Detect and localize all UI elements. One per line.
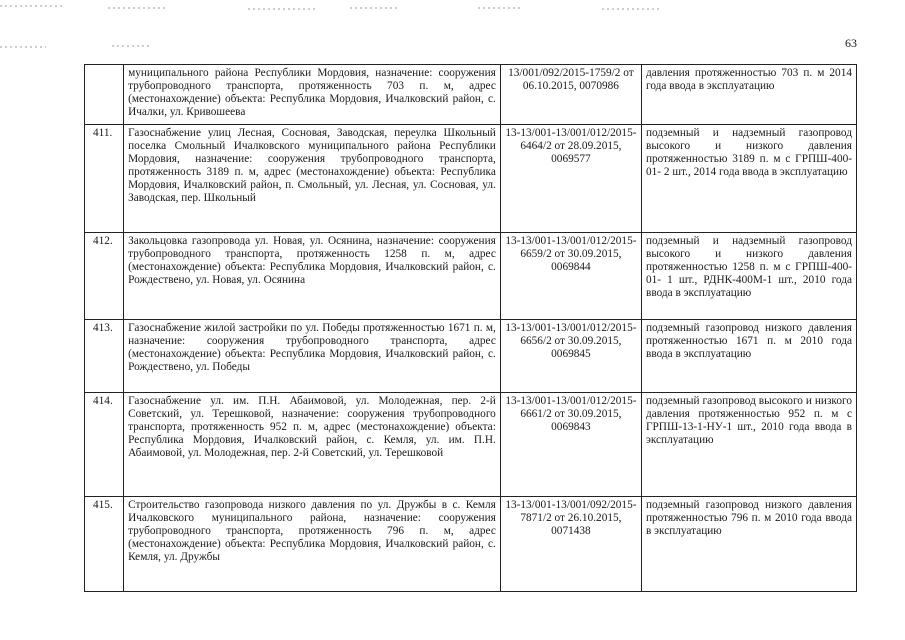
row-number [85,65,124,125]
table-row [85,320,857,393]
registry-table [84,64,857,592]
object-description: Газоснабжение улиц Лесная, Сосновая, Заводская, переулка Школьный поселка Смольный Ичалковского муниципального района Республики Мордовия, назначение: сооружения трубопроводного транспорта, протяженность 3189 п. м, адрес (местонахождение) объекта: Республика Мордовия, Ичалковский район, п. Смольный, ул. Лесная, ул. Сосновая, ул. Заводская, пер. Школьный [124,125,501,233]
object-characteristics: подземный газопровод низкого давления протяженностью 796 п. м 2010 года ввода в эксплуатацию [641,497,856,592]
row-number: 411. [85,125,124,233]
object-characteristics: подземный газопровод низкого давления протяженностью 1671 п. м 2010 года ввода в эксплуатацию [641,320,856,393]
page-number: 63 [845,36,857,50]
registration-record: 13/001/092/2015-1759/2 от 06.10.2015, 0070986 [500,65,641,125]
registration-record: 13-13/001-13/001/012/2015-6659/2 от 30.09.2015, 0069844 [500,233,641,320]
object-characteristics: давления протяженностью 703 п. м 2014 года ввода в эксплуатацию [641,65,856,125]
object-description: Газоснабжение ул. им. П.Н. Абаимовой, ул. Молодежная, пер. 2-й Советский, ул. Терешковой, назначение: сооружения трубопроводного транспорта, протяженность 952 п. м, адрес (местонахождение) объекта: Республика Мордовия, Ичалковский район, с. Кемля, ул. им. П.Н. Абаимовой, ул. Молодежная, пер. 2-й Советский, ул. Терешковой [124,393,501,497]
registration-record: 13-13/001-13/001/012/2015-6656/2 от 30.09.2015, 0069845 [500,320,641,393]
object-description: Закольцовка газопровода ул. Новая, ул. Осянина, назначение: сооружения трубопроводного транспорта, протяженность 1258 п. м, адрес (местонахождение) объекта: Республика Мордовия, Ичалковский район, с. Рождествено, ул. Новая, ул. Осянина [124,233,501,320]
row-number: 415. [85,497,124,592]
table-row [85,125,857,233]
object-characteristics: подземный газопровод высокого и низкого давления протяженностью 952 п. м с ГРПШ-13-1-НУ-1 шт., 2010 года ввода в эксплуатацию [641,393,856,497]
registration-record: 13-13/001-13/001/012/2015-6464/2 от 28.09.2015, 0069577 [500,125,641,233]
table-row [85,393,857,497]
registration-record: 13-13/001-13/001/092/2015-7871/2 от 26.10.2015, 0071438 [500,497,641,592]
object-description: муниципального района Республики Мордовия, назначение: сооружения трубопроводного транспорта, протяженность 703 п. м, адрес (местонахождение) объекта: Республика Мордовия, Ичалковский район, с. Ичалки, ул. Кривошеева [124,65,501,125]
object-description: Газоснабжение жилой застройки по ул. Победы протяженностью 1671 п. м, назначение: сооружения трубопроводного транспорта, адрес (местонахождение) объекта: Республика Мордовия, Ичалковский район, с. Рождествено, ул. Победы [124,320,501,393]
row-number: 414. [85,393,124,497]
object-characteristics: подземный и надземный газопровод высокого и низкого давления протяженностью 3189 п. м с ГРПШ-400-01- 2 шт., 2014 года ввода в эксплуатацию [641,125,856,233]
object-description: Строительство газопровода низкого давления по ул. Дружбы в с. Кемля Ичалковского муниципального района, назначение: сооружения трубопроводного транспорта, протяженность 796 п. м, адрес (местонахождение) объекта: Республика Мордовия, Ичалковский район, с. Кемля, ул. Дружбы [124,497,501,592]
row-number: 412. [85,233,124,320]
scan-artifacts [0,0,905,60]
registration-record: 13-13/001-13/001/012/2015-6661/2 от 30.09.2015, 0069843 [500,393,641,497]
table-row [85,65,857,125]
object-characteristics: подземный и надземный газопровод высокого и низкого давления протяженностью 1258 п. м с ГРПШ-400-01- 1 шт., РДНК-400М-1 шт., 2010 года ввода в эксплуатацию [641,233,856,320]
table-row [85,497,857,592]
table-row [85,233,857,320]
row-number: 413. [85,320,124,393]
